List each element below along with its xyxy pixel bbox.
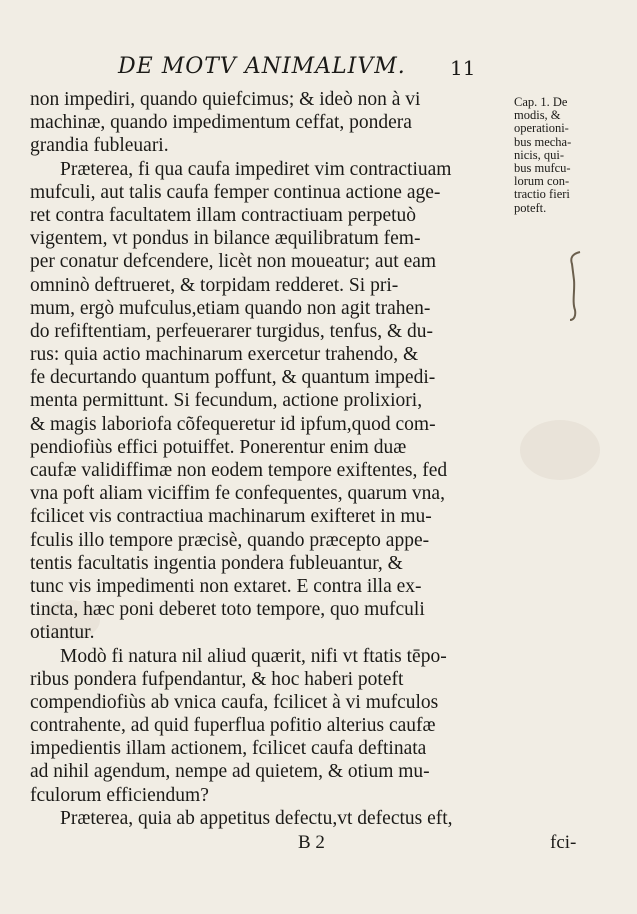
marginal-note-line: bus mecha- <box>514 134 572 149</box>
body-text <box>30 88 510 830</box>
paper-stain <box>520 420 600 480</box>
catchword: fci- <box>550 832 577 853</box>
text-line: fe decurtando quantum poffunt, & quantum impedi- <box>30 367 436 389</box>
text-line: contrahente, ad quid fuperflua pofitio alterius caufæ <box>30 715 436 737</box>
paragraph-start-line: Præterea, fi qua caufa impediret vim contractiuam <box>60 158 452 180</box>
text-line: ad nihil agendum, nempe ad quietem, & otium mu- <box>30 761 430 783</box>
marginal-note-line: lorum con- <box>514 174 570 189</box>
text-line: fculorum efficiendum? <box>30 784 209 806</box>
text-line: fcilicet vis contractiua machinarum exifteret in mu- <box>30 506 432 528</box>
text-line: vigentem, vt pondus in bilance æquilibratum fem- <box>30 228 421 250</box>
text-line: tunc vis impedimenti non extaret. E contra illa ex- <box>30 575 422 597</box>
running-title: DE MOTV ANIMALIVM. <box>118 54 406 79</box>
text-line: omninò deftrueret, & torpidam redderet. Si pri- <box>30 274 399 296</box>
marginal-note-line: Cap. 1. De <box>514 95 568 109</box>
marginal-note-line: modis, & <box>514 108 561 123</box>
paragraph-start-line: Præterea, quia ab appetitus defectu,vt defectus eft, <box>60 807 453 829</box>
text-line: non impediri, quando quiefcimus; & ideò non à vi <box>30 89 421 110</box>
text-line: pendiofiùs effici potuiffet. Ponerentur enim duæ <box>30 436 407 458</box>
text-line: caufæ validiffimæ non eodem tempore exiftentes, fed <box>30 460 448 481</box>
text-line: mum, ergò mufculus,etiam quando non agit trahen- <box>30 297 431 319</box>
text-line: grandia fubleuari. <box>30 135 169 157</box>
marginal-note-line: tractio fieri <box>514 187 570 202</box>
text-line: compendiofiùs ab vnica caufa, fcilicet à vi mufculos <box>30 691 439 713</box>
signature-mark: B 2 <box>298 832 325 853</box>
text-line: & magis laboriofa cõfequeretur id ipfum,quod com- <box>30 413 436 435</box>
text-line: ribus pondera fufpendantur, & hoc haberi poteft <box>30 668 404 690</box>
text-line: otiantur. <box>30 622 95 644</box>
marginal-note-line: operationi- <box>514 121 569 136</box>
text-line: vna poft aliam viciffim fe confequentes, quarum vna, <box>30 483 445 505</box>
marginal-note <box>514 96 634 215</box>
text-line: do refiftentiam, perfeuerarer turgidus, tenfus, & du- <box>30 320 434 342</box>
text-line: machinæ, quando impedimentum ceffat, pondera <box>30 112 412 134</box>
text-line: mufculi, aut talis caufa femper continua actione age- <box>30 181 441 203</box>
text-line: menta permittunt. Si fecundum, actione prolixiori, <box>30 390 423 412</box>
marginal-note-line: poteft. <box>514 200 547 215</box>
text-line: ret contra facultatem illam contractiuam perpetuò <box>30 204 417 226</box>
text-line: impedientis illam actionem, fcilicet caufa deftinata <box>30 738 427 760</box>
paragraph-start-line: Modò fi natura nil aliud quærit, nifi vt ftatis tēpo- <box>60 645 447 667</box>
text-line: rus: quia actio machinarum exercetur trahendo, & <box>30 344 419 366</box>
marginal-note-line: nicis, qui- <box>514 147 564 162</box>
marginal-bracket-icon <box>566 250 584 322</box>
text-line: tentis facultatis ingentia pondera fubleuantur, & <box>30 552 403 574</box>
page-number: 11 <box>450 56 476 80</box>
text-line: fculis illo tempore præcisè, quando præcepto appe- <box>30 529 430 551</box>
text-line: per conatur defcendere, licèt non moueatur; aut eam <box>30 251 437 273</box>
marginal-note-line: bus mufcu- <box>514 161 571 176</box>
text-line: tincta, hæc poni deberet toto tempore, quo mufculi <box>30 599 425 621</box>
